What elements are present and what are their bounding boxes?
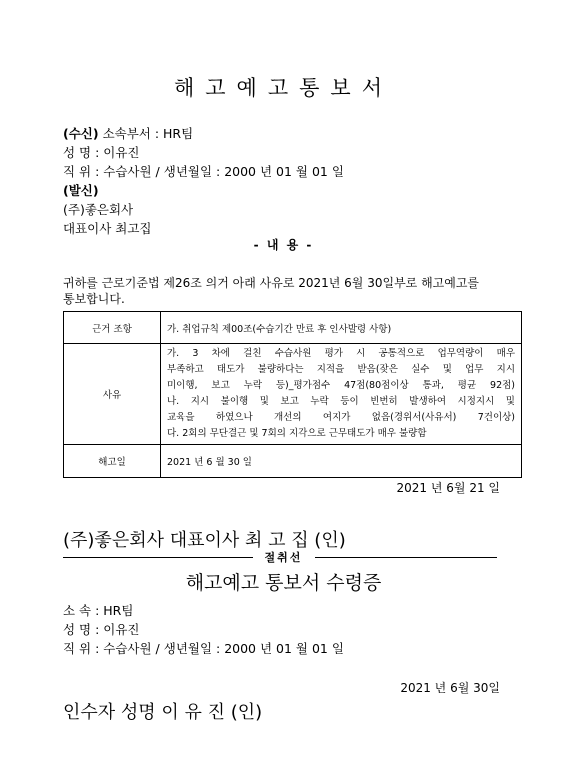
basis-value: 가. 취업규칙 제00조(수습기간 만료 후 인사발령 사항) bbox=[161, 312, 522, 344]
reason-line-6: 다. 2회의 무단결근 및 7회의 지각으로 근무태도가 매우 불량함 bbox=[167, 428, 427, 439]
reason-label: 사유 bbox=[64, 344, 161, 445]
table-row-dismissal bbox=[64, 445, 522, 478]
document-title: 해고예고통보서 bbox=[173, 76, 393, 100]
basis-label: 근거 조항 bbox=[64, 312, 161, 344]
recipient-position: 직 위 : 수습사원 / 생년월일 : 2000 년 01 월 01 일 bbox=[63, 164, 344, 179]
receiver-signature: 인수자 성명 이 유 진 (인) bbox=[63, 702, 263, 723]
reason-line-4: 나. 지시 불이행 및 보고 누락 등이 빈번히 발생하여 시정지시 및 bbox=[167, 396, 515, 407]
info-table bbox=[63, 311, 522, 478]
sender-company: (주)좋은회사 bbox=[63, 202, 134, 217]
recipient-dept-line bbox=[63, 124, 193, 142]
signature-line: (주)좋은회사 대표이사 최 고 집 (인) bbox=[63, 530, 346, 551]
sender-heading: (발신) bbox=[63, 183, 99, 198]
sender-ceo: 대표이사 최고집 bbox=[63, 221, 152, 236]
receipt-title: 해고예고 통보서 수령증 bbox=[185, 572, 382, 594]
reason-line-3: 미이행, 보고 누락 등)_평가점수 47점(80점이상 통과, 평균 92점) bbox=[167, 380, 515, 391]
cut-line-right bbox=[315, 557, 497, 558]
table-row-reason bbox=[64, 344, 522, 445]
notice-date: 2021 년 6월 21 일 bbox=[396, 481, 500, 495]
table-row-basis bbox=[64, 312, 522, 344]
content-heading: - 내 용 - bbox=[253, 238, 314, 252]
recipient-dept: 소속부서 : HR팀 bbox=[102, 126, 194, 141]
receipt-name: 성 명 : 이유진 bbox=[63, 622, 140, 637]
recipient-name: 성 명 : 이유진 bbox=[63, 145, 140, 160]
receipt-date: 2021 년 6월 30일 bbox=[400, 681, 500, 695]
cut-label: 절취선 bbox=[264, 551, 303, 564]
dismissal-value: 2021 년 6 월 30 일 bbox=[161, 445, 522, 478]
receipt-position: 직 위 : 수습사원 / 생년월일 : 2000 년 01 월 01 일 bbox=[63, 641, 344, 656]
reason-line-5: 교육을 하였으나 개선의 여지가 없음(경위서(사유서) 7건이상) bbox=[167, 412, 515, 423]
intro-line-1: 귀하를 근로기준법 제26조 의거 아래 사유로 2021년 6월 30일부로 해고예고를 bbox=[63, 276, 480, 290]
reason-line-2: 부족하고 태도가 불량하다는 지적을 받음(잦은 실수 및 업무 지시 bbox=[167, 364, 515, 375]
receipt-dept: 소 속 : HR팀 bbox=[63, 603, 134, 618]
reason-line-1: 가. 3 차에 걸친 수습사원 평가 시 공통적으로 업무역량이 매우 bbox=[167, 348, 515, 359]
recipient-heading: (수신) bbox=[63, 126, 99, 141]
intro-line-2: 통보합니다. bbox=[63, 292, 125, 306]
reason-cell bbox=[161, 344, 522, 445]
dismissal-label: 해고일 bbox=[64, 445, 161, 478]
